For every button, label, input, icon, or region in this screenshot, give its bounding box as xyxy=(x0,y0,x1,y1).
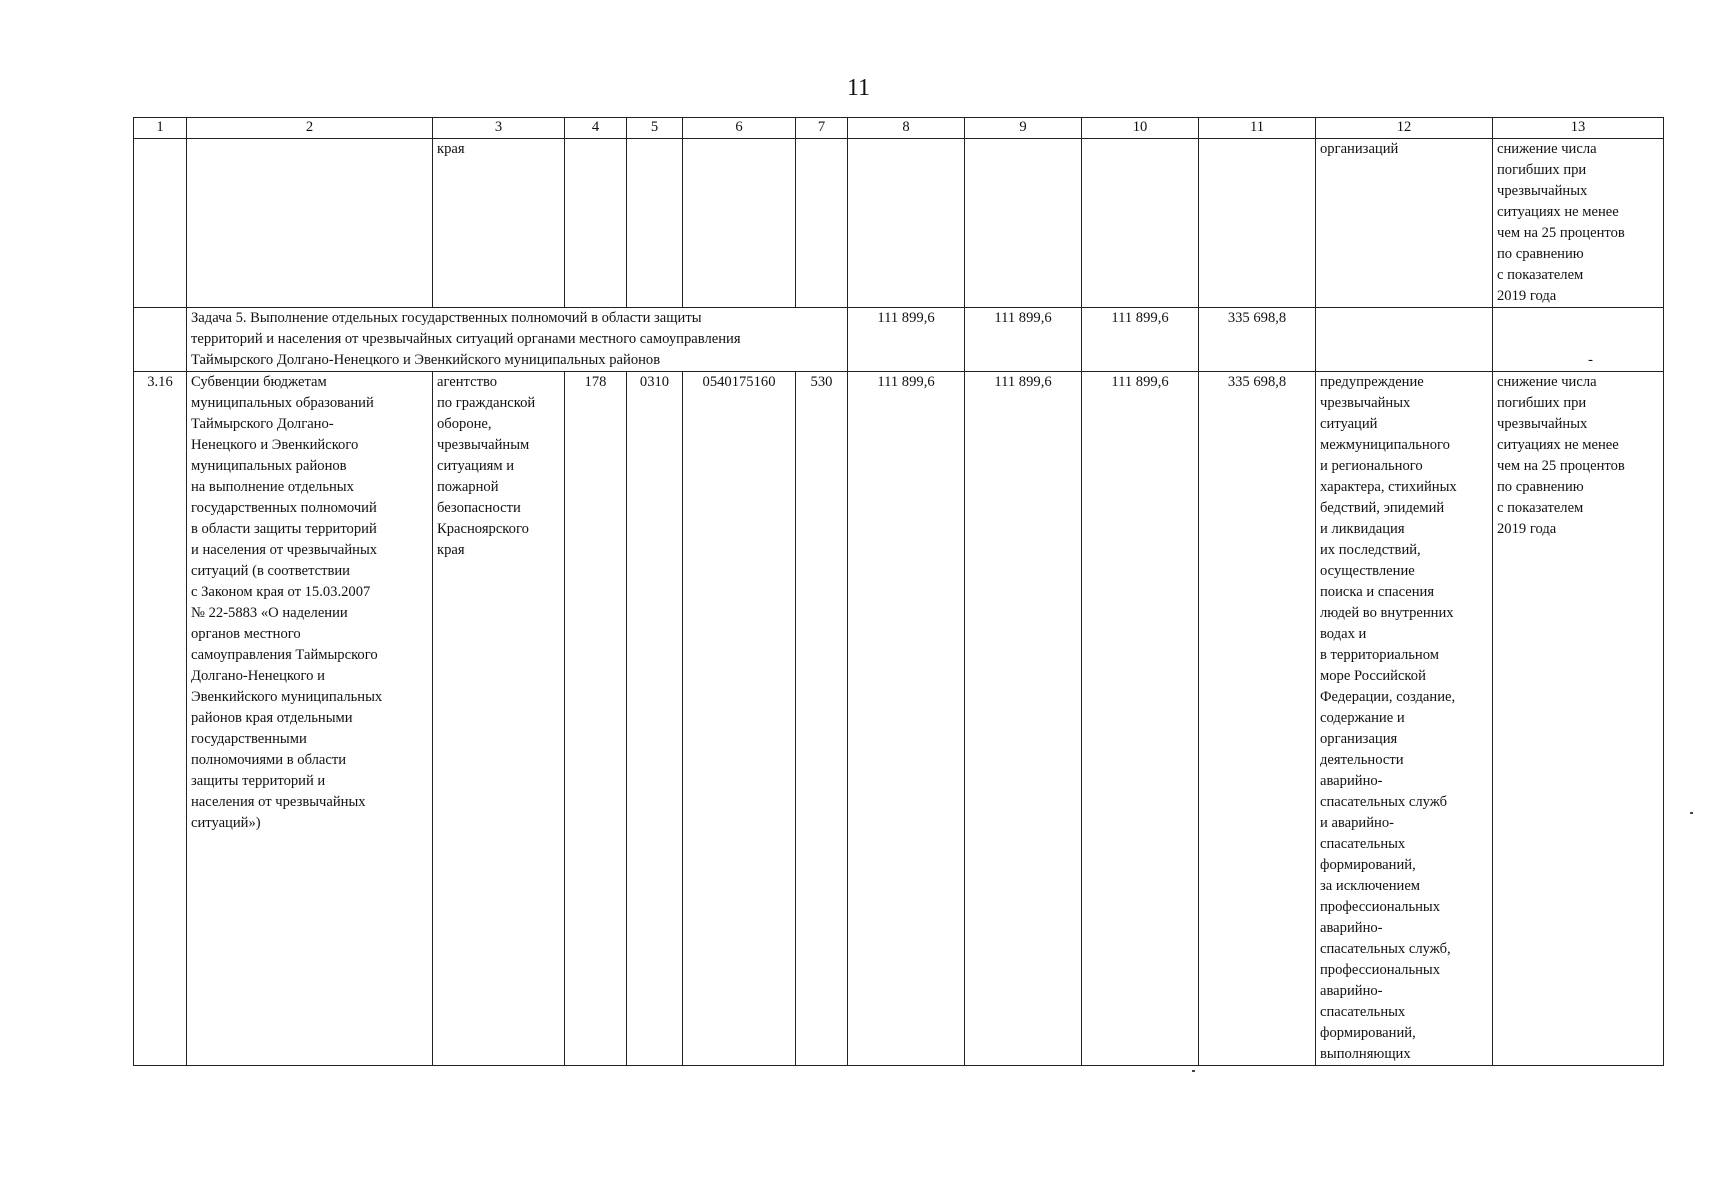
cell-c11: 335 698,8 xyxy=(1199,372,1316,1066)
cell-c7: 530 xyxy=(796,372,848,1066)
header-row xyxy=(134,118,1664,139)
cell-c5: 0310 xyxy=(627,372,683,1066)
col-header-9: 9 xyxy=(965,118,1082,139)
cell-c9 xyxy=(965,139,1082,308)
col-header-10: 10 xyxy=(1082,118,1199,139)
cell-c7 xyxy=(796,139,848,308)
col-header-8: 8 xyxy=(848,118,965,139)
cell-c1: 3.16 xyxy=(134,372,187,1066)
cell-c12 xyxy=(1316,308,1493,372)
cell-c12: организаций xyxy=(1316,139,1493,308)
cell-c4 xyxy=(565,139,627,308)
cell-c2: Субвенции бюджетам муниципальных образований Таймырского Долгано- Ненецкого и Эвенкийского муниципальных районов на выполнение отдельных государственных полномочий в области защиты территорий и населения от чрезвычайных ситуаций (в соответствии с Законом края от 15.03.2007 № 22-5883 «О наделении органов местного самоуправления Таймырского Долгано-Ненецкого и Эвенкийского муниципальных районов края отдельными государственными полномочиями в области защиты территорий и населения от чрезвычайных ситуаций») xyxy=(187,372,433,1066)
cell-c11: 335 698,8 xyxy=(1199,308,1316,372)
cell-c10: 111 899,6 xyxy=(1082,372,1199,1066)
col-header-4: 4 xyxy=(565,118,627,139)
col-header-5: 5 xyxy=(627,118,683,139)
cell-c1 xyxy=(134,308,187,372)
cell-c6 xyxy=(683,139,796,308)
cell-c3: края xyxy=(433,139,565,308)
cell-c10 xyxy=(1082,139,1199,308)
cell-c9: 111 899,6 xyxy=(965,372,1082,1066)
col-header-3: 3 xyxy=(433,118,565,139)
cell-c13: - xyxy=(1493,308,1664,372)
col-header-13: 13 xyxy=(1493,118,1664,139)
cell-c2 xyxy=(187,139,433,308)
col-header-1: 1 xyxy=(134,118,187,139)
scan-speck xyxy=(1192,1070,1195,1072)
col-header-12: 12 xyxy=(1316,118,1493,139)
page-number: 11 xyxy=(846,75,871,101)
cell-c1 xyxy=(134,139,187,308)
cell-c4: 178 xyxy=(565,372,627,1066)
table-row-3-16 xyxy=(134,372,1664,1066)
budget-table xyxy=(133,117,1664,1066)
col-header-11: 11 xyxy=(1199,118,1316,139)
table-row xyxy=(134,139,1664,308)
task-title: Задача 5. Выполнение отдельных государственных полномочий в области защиты территорий и населения от чрезвычайных ситуаций органами местного самоуправления Таймырского Долгано-Ненецкого и Эвенкийского муниципальных районов xyxy=(187,308,848,372)
cell-c8 xyxy=(848,139,965,308)
col-header-6: 6 xyxy=(683,118,796,139)
cell-c5 xyxy=(627,139,683,308)
cell-c9: 111 899,6 xyxy=(965,308,1082,372)
col-header-2: 2 xyxy=(187,118,433,139)
cell-c13: снижение числа погибших при чрезвычайных ситуациях не менее чем на 25 процентов по сравнению с показателем 2019 года xyxy=(1493,139,1664,308)
cell-c10: 111 899,6 xyxy=(1082,308,1199,372)
cell-c13: снижение числа погибших при чрезвычайных ситуациях не менее чем на 25 процентов по сравнению с показателем 2019 года xyxy=(1493,372,1664,1066)
col-header-7: 7 xyxy=(796,118,848,139)
cell-c8: 111 899,6 xyxy=(848,308,965,372)
cell-c8: 111 899,6 xyxy=(848,372,965,1066)
scan-speck xyxy=(1690,812,1693,814)
cell-c12: предупреждение чрезвычайных ситуаций межмуниципального и регионального характера, стихийных бедствий, эпидемий и ликвидация их последствий, осуществление поиска и спасения людей во внутренних водах и в территориальном море Российской Федерации, создание, содержание и организация деятельности аварийно- спасательных служб и аварийно- спасательных формирований, за исключением профессиональных аварийно- спасательных служб, профессиональных аварийно- спасательных формирований, выполняющих xyxy=(1316,372,1493,1066)
table-row-task xyxy=(134,308,1664,372)
cell-c6: 0540175160 xyxy=(683,372,796,1066)
cell-c11 xyxy=(1199,139,1316,308)
cell-c3: агентство по гражданской обороне, чрезвычайным ситуациям и пожарной безопасности Красноярского края xyxy=(433,372,565,1066)
